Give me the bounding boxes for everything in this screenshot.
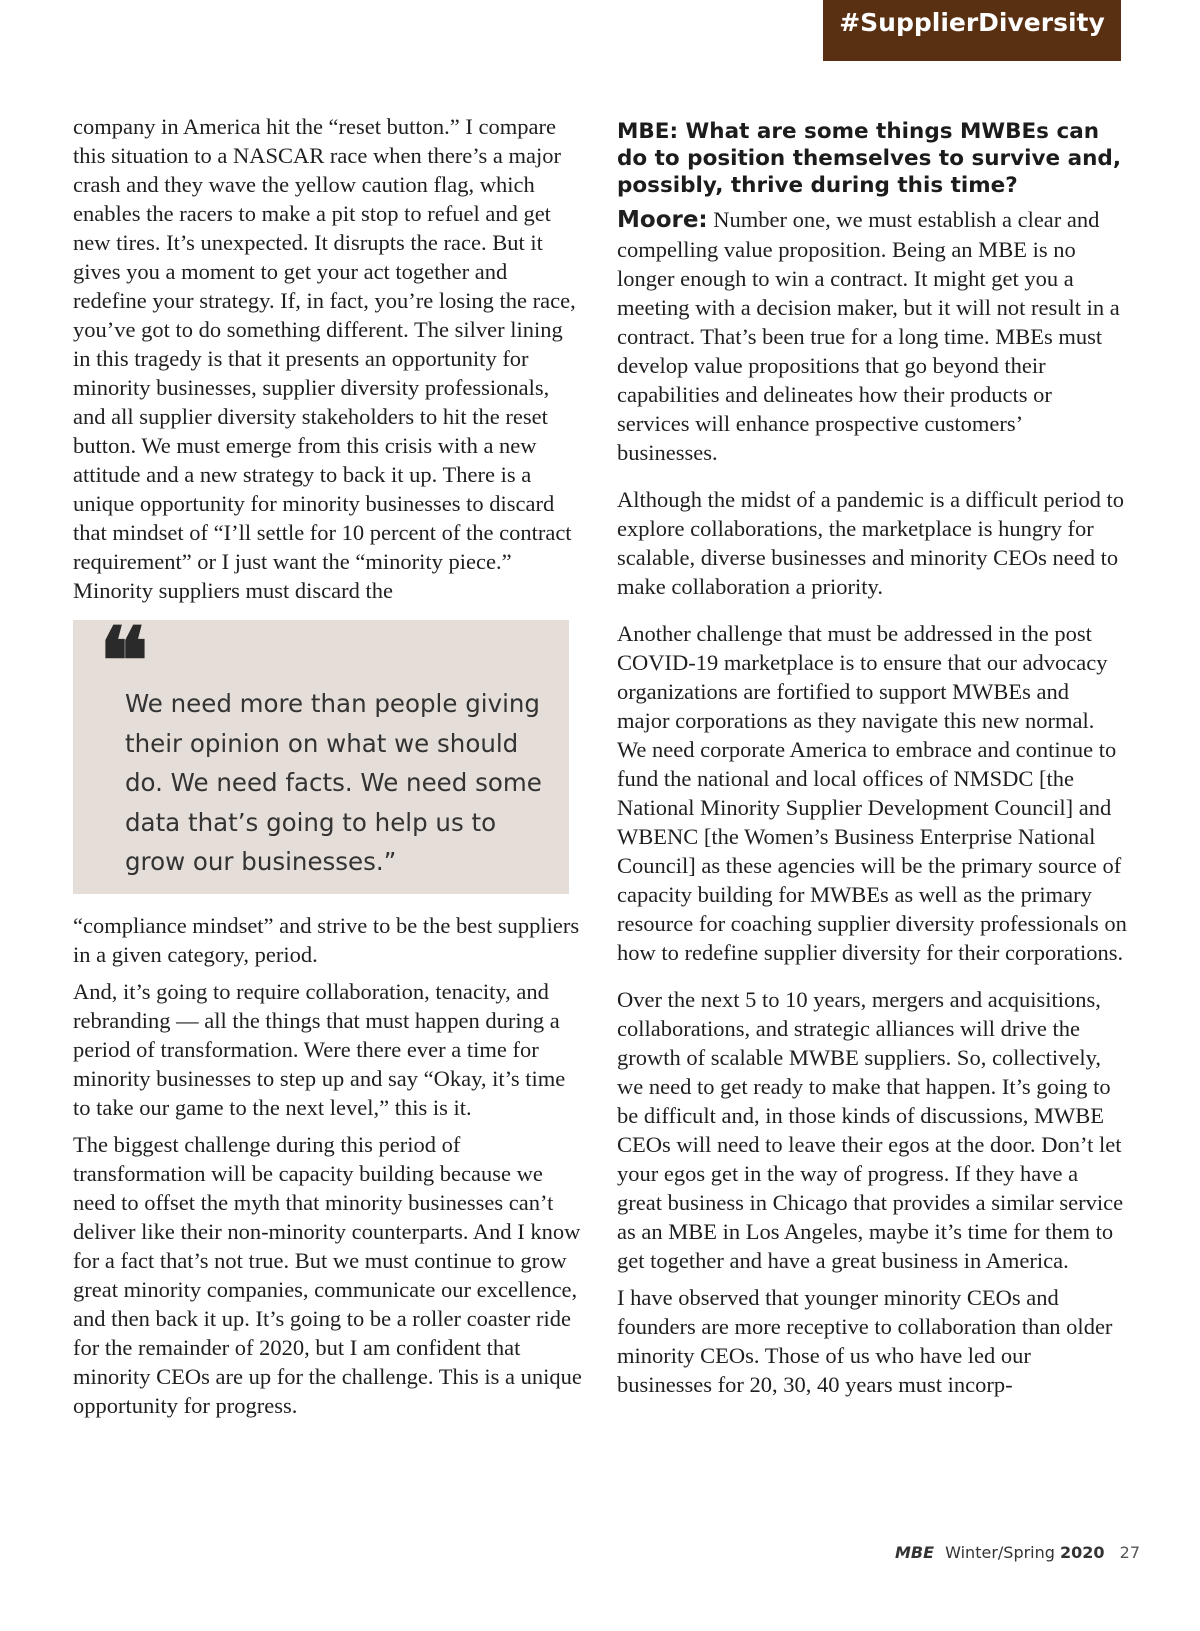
- quote-mark-icon: ❝: [99, 607, 149, 715]
- body-paragraph: I have observed that younger minority CEOs and founders are more receptive to collaboration than older minority CEOs. Those of us who have led our businesses for 20, 30, 40 years must incorp-: [617, 1285, 1113, 1397]
- issue-season: Winter/Spring: [945, 1543, 1055, 1562]
- speaker-name: Moore:: [617, 207, 708, 233]
- pull-quote: [73, 607, 569, 894]
- right-column: [617, 112, 1127, 1399]
- left-column: [73, 112, 583, 1420]
- body-paragraph: “compliance mindset” and strive to be the best suppliers in a given category, period.: [73, 912, 580, 967]
- body-paragraph: And, it’s going to require collaboration, tenacity, and rebranding — all the things that must happen during a period of transformation. Were there ever a time for minority businesses to step up and say “Okay, it’s time to take our game to the next level,” this is it.: [73, 978, 566, 1120]
- pull-quote-text: We need more than people giving their opinion on what we should do. We need facts. We need some data that’s going to help us to grow our businesses.”: [125, 689, 542, 876]
- body-paragraph: The biggest challenge during this period of transformation will be capacity building because we need to offset the myth that minority businesses can’t deliver like their non-minority counterparts. And I know for a fact that’s not true. But we must continue to grow great minority companies, communicate our excellence, and then back it up. It’s going to be a roller coaster ride for the remainder of 2020, but I am confident that minority CEOs are up for the challenge. This is a unique opportunity for progress.: [73, 1131, 582, 1418]
- answer-paragraph: [617, 205, 1127, 467]
- answer-text: Number one, we must establish a clear and compelling value proposition. Being an MBE is no longer enough to win a contract. It might get you a meeting with a decision maker, but it will not result in a contract. That’s been true for a long time. MBEs must develop value propositions that go beyond their capabilities and delineates how their products or services will enhance prospective customers’ businesses.: [617, 207, 1120, 465]
- page-footer: [895, 1543, 1140, 1562]
- interview-question: MBE: What are some things MWBEs can do to position themselves to survive and, possibly, thrive during this time?: [617, 119, 1121, 198]
- body-paragraph: Although the midst of a pandemic is a difficult period to explore collaborations, the marketplace is hungry for scalable, diverse businesses and minority CEOs need to make collaboration a priority.: [617, 487, 1124, 599]
- page-number: 27: [1119, 1543, 1140, 1562]
- body-paragraph: Another challenge that must be addressed in the post COVID-19 marketplace is to ensure that our advocacy organizations are fortified to support MWBEs and major corporations as they navigate this new normal. We need corporate America to embrace and continue to fund the national and local offices of NMSDC [the National Minority Supplier Development Council] and WBENC [the Women’s Business Enterprise National Council] as these agencies will be the primary source of capacity building for MWBEs as well as the primary resource for coaching supplier diversity professionals on how to redefine supplier diversity for their corporations.: [617, 621, 1127, 965]
- issue-year: 2020: [1060, 1543, 1105, 1562]
- magazine-name: MBE: [895, 1543, 935, 1562]
- hashtag-banner: #SupplierDiversity: [823, 0, 1121, 61]
- body-paragraph: company in America hit the “reset button.” I compare this situation to a NASCAR race when there’s a major crash and they wave the yellow caution flag, which enables the racers to make a pit stop to refuel and get new tires. It’s unexpected. It disrupts the race. But it gives you a moment to get your act together and redefine your strategy. If, in fact, you’re losing the race, you’ve got to do something different. The silver lining in this tragedy is that it presents an opportunity for minority businesses, supplier diversity professionals, and all supplier diversity stakeholders to hit the reset button. We must emerge from this crisis with a new attitude and a new strategy to back it up. There is a unique opportunity for minority businesses to discard that mindset of “I’ll settle for 10 percent of the contract requirement” or I just want the “minority piece.” Minority suppliers must discard the: [73, 114, 576, 603]
- body-paragraph: Over the next 5 to 10 years, mergers and acquisitions, collaborations, and strategic alliances will drive the growth of scalable MWBE suppliers. So, collectively, we need to get ready to make that happen. It’s going to be difficult and, in those kinds of discussions, MWBE CEOs will need to leave their egos at the door. Don’t let your egos get in the way of progress. If they have a great business in Chicago that provides a similar service as an MBE in Los Angeles, maybe it’s time for them to get together and have a great business in America.: [617, 987, 1124, 1273]
